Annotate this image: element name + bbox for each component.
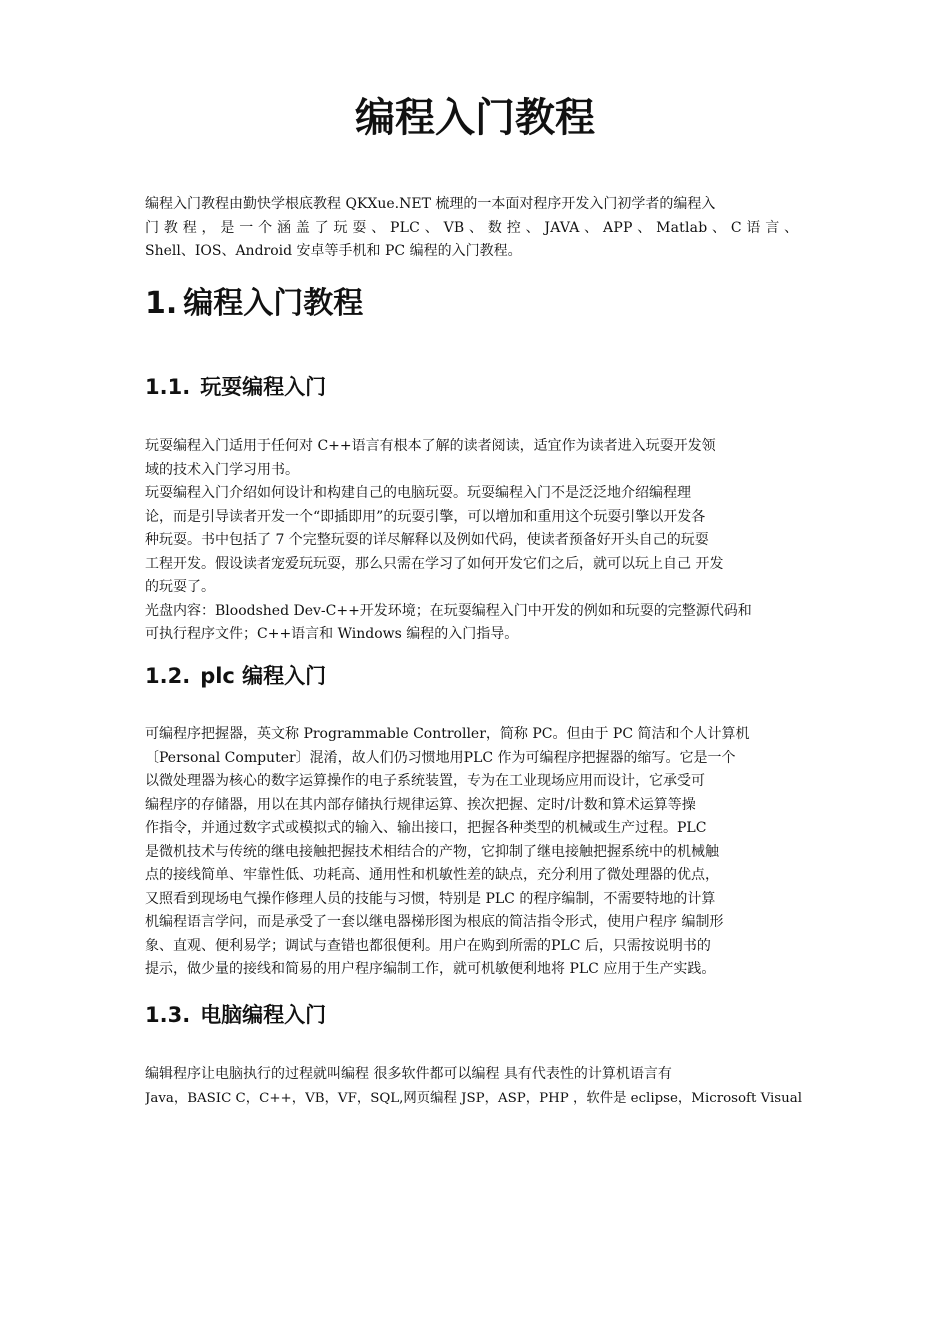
section-1-1-body [145,435,810,647]
body-line: 光盘内容：Bloodshed Dev-C++开发环境；在玩耍编程入门中开发的例如和玩耍的完整源代码和 [145,602,752,619]
body-line: 可执行程序文件；C++语言和 Windows 编程的入门指导。 [145,626,519,642]
section-number: 1. [145,286,178,321]
body-line: 点的接线简单、牢靠性低、功耗高、通用性和机敏性差的缺点，充分利用了微处理器的优点， [145,867,719,883]
document-title: 编程入门教程 [355,95,595,141]
body-line: 域的技术入门学习用书。 [145,461,299,478]
section-heading-1 [145,284,363,324]
body-line: 机编程语言学问，而是承受了一套以继电器梯形图为根底的简洁指令形式，使用户程序 编制形 [145,914,724,930]
body-line: 的玩耍了。 [145,579,215,595]
body-line: 作指令，并通过数字式或模拟式的输入、输出接口，把握各种类型的机械或生产过程。PLC [145,820,707,836]
section-1-2-body [145,723,810,982]
body-line: 玩耍编程入门介绍如何设计和构建自己的电脑玩耍。玩耍编程入门不是泛泛地介绍编程理 [145,485,691,501]
section-1-3-body [145,1063,810,1110]
body-line: 可编程序把握器，英文称 Programmable Controller，简称 PC。但由于 PC 简洁和个人计算机 [145,726,750,742]
section-title: 编程入门教程 [183,286,364,321]
section-heading-1-2 [145,661,326,691]
section-heading-1-3 [145,1000,326,1030]
section-title: plc 编程入门 [200,664,327,688]
section-title: 电脑编程入门 [200,1003,327,1027]
body-line: 编程序的存储器，用以在其内部存储执行规律运算、挨次把握、定时/计数和算术运算等操 [145,796,696,813]
intro-line: 门 教 程 ， 是 一 个 涵 盖 了 玩 耍 、 PLC 、 VB 、 数 控 、 JAVA 、 APP 、 Matlab 、 C 语 言 、 [145,219,799,236]
body-line: Java，BASIC C，C++，VB，VF，SQL,网页编程 JSP，ASP，PHP ，软件是 eclipse，Microsoft Visual [145,1090,802,1106]
body-line: 编辑程序让电脑执行的过程就叫编程 很多软件都可以编程 具有代表性的计算机语言有 [145,1066,672,1082]
body-line: 玩耍编程入门适用于任何对 C++语言有根本了解的读者阅读，适宜作为读者进入玩耍开发领 [145,438,716,454]
section-number: 1.1. [145,375,191,399]
body-line: 工程开发。假设读者宠爱玩玩耍，那么只需在学习了如何开发它们之后，就可以玩上自己 开发 [145,555,724,572]
intro-line: 编程入门教程由勤快学根底教程 QKXue.NET 梳理的一本面对程序开发入门初学者的编程入 [145,196,716,212]
body-line: 又照看到现场电气操作修理人员的技能与习惯，特别是 PLC 的程序编制，不需要特地的计算 [145,890,716,907]
section-title: 玩耍编程入门 [200,375,327,399]
section-heading-1-1 [145,372,326,402]
body-line: 象、直观、便利易学；调试与查错也都很便利。用户在购到所需的PLC 后，只需按说明书的 [145,937,711,954]
body-line: 以微处理器为核心的数字运算操作的电子系统装置，专为在工业现场应用而设计，它承受可 [145,773,705,789]
body-line: 是微机技术与传统的继电接触把握技术相结合的产物，它抑制了继电接触把握系统中的机械触 [145,843,719,860]
section-number: 1.3. [145,1003,191,1027]
section-number: 1.2. [145,664,191,688]
body-line: 种玩耍。书中包括了 7 个完整玩耍的详尽解释以及例如代码，使读者预备好开头自己的玩耍 [145,532,709,548]
intro-paragraph [145,193,810,264]
body-line: 论，而是引导读者开发一个“即插即用”的玩耍引擎，可以增加和重用这个玩耍引擎以开发各 [145,508,706,525]
body-line: 提示，做少量的接线和简易的用户程序编制工作，就可机敏便利地将 PLC 应用于生产实践。 [145,961,716,977]
intro-line: Shell、IOS、Android 安卓等手机和 PC 编程的入门教程。 [145,243,522,259]
body-line: 〔Personal Computer〕混淆，故人们仍习惯地用PLC 作为可编程序把握器的缩写。它是一个 [145,749,736,766]
